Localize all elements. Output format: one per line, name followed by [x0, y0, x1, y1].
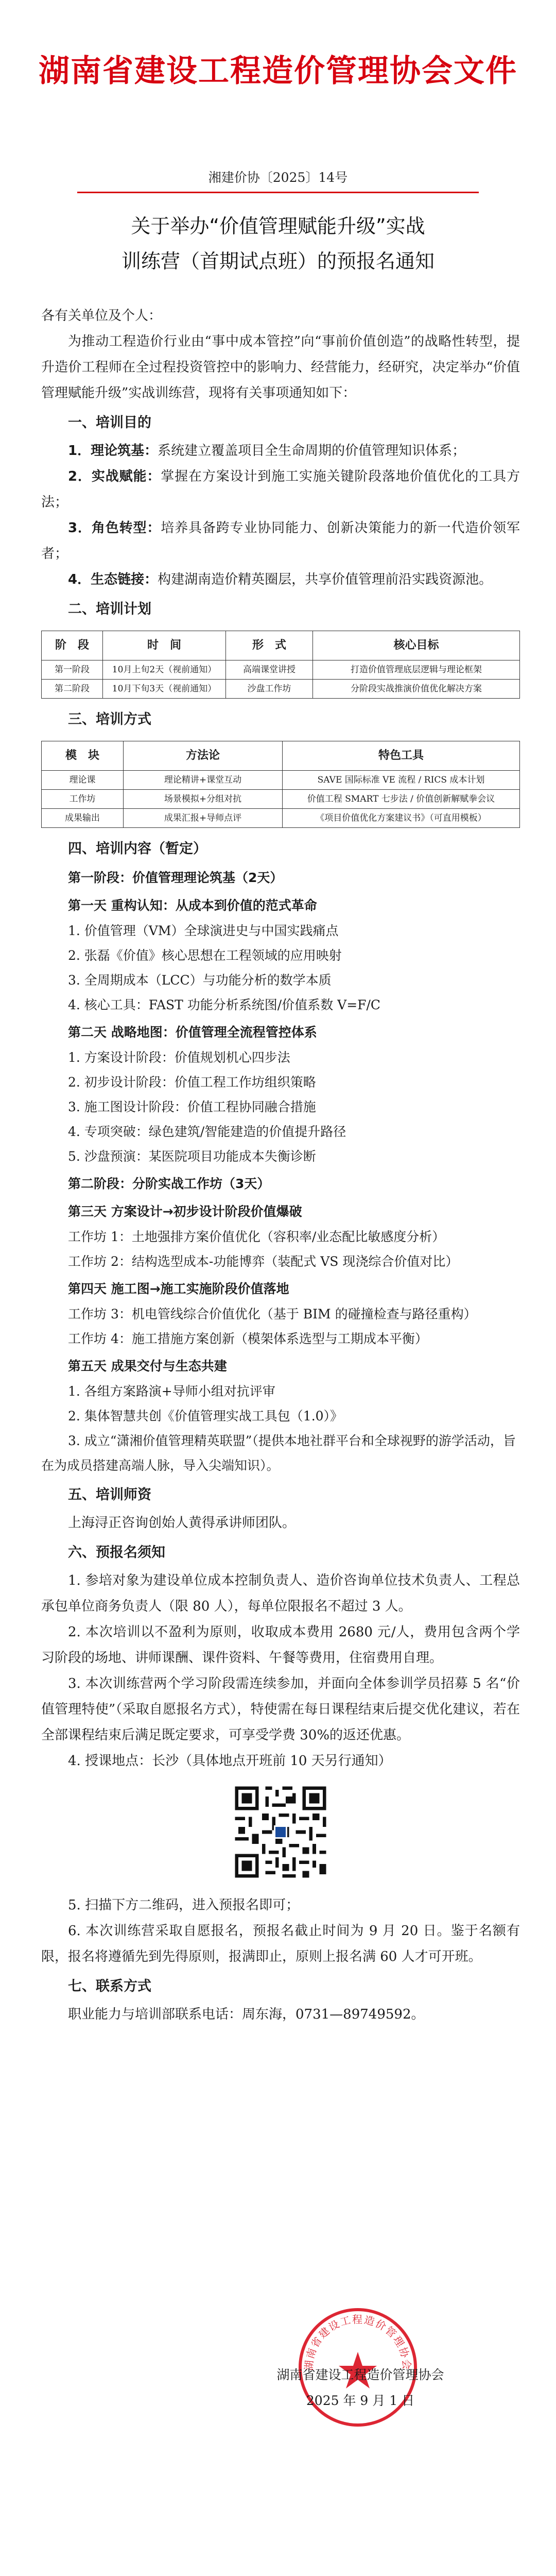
goal-label: 1．理论筑基：	[68, 443, 158, 459]
table-cell: 第二阶段	[42, 680, 103, 699]
signature-block	[242, 2362, 479, 2414]
training-plan-table	[41, 631, 520, 699]
table-cell: 场景模拟+分组对抗	[124, 790, 283, 809]
document-number: 湘建价协〔2025〕14号	[208, 170, 348, 185]
table-cell: SAVE 国际标准 VE 流程 / RICS 成本计划	[283, 771, 520, 790]
table-cell: 高端课堂讲授	[226, 660, 313, 680]
notice-title	[72, 209, 484, 279]
goal-label: 4．生态链接：	[68, 572, 158, 587]
table-header-cell: 特色工具	[283, 741, 520, 771]
goal-label: 3．角色转型：	[68, 520, 161, 536]
list-item: 3. 施工图设计阶段：价值工程协同融合措施	[68, 1099, 316, 1114]
table-cell: 价值工程 SMART 七步法 / 价值创新解赋拳会议	[283, 790, 520, 809]
table-header-cell: 时 间	[103, 631, 226, 660]
list-item: 3. 全周期成本（LCC）与功能分析的数学本质	[68, 973, 332, 988]
day-title: 第四天 施工图→施工实施阶段价值落地	[68, 1281, 289, 1296]
notice-paragraph: 6. 本次训练营采取自愿报名，预报名截止时间为 9 月 20 日。鉴于名额有限，报名将遵循先到先得原则，报满即止，原则上报名满 60 人才可开班。	[41, 1923, 520, 1964]
table-cell: 10月下旬3天（视前通知）	[103, 680, 226, 699]
list-item: 4. 专项突破：绿色建筑/智能建造的价值提升路径	[68, 1124, 346, 1139]
training-method-table	[41, 741, 520, 828]
signature-date: 2025 年 9 月 1 日	[306, 2393, 415, 2408]
section-heading: 七、联系方式	[68, 1978, 151, 1994]
svg-text:湖南省建设工程造价管理协会: 湖南省建设工程造价管理协会	[302, 2313, 413, 2371]
section-heading: 四、培训内容（暂定）	[68, 841, 207, 857]
table-row	[42, 660, 520, 680]
section-heading: 六、预报名须知	[68, 1545, 165, 1561]
notice-paragraph: 3. 本次训练营两个学习阶段需连续参加，并面向全体参训学员招募 5 名“价值管理特使”（采取自愿报名方式），特使需在每日课程结束后提交优化建议，若在全部课程结束后满足既定要求，可享受学费 30%的返还优惠。	[41, 1676, 520, 1743]
notice-title-line: 训练营（首期试点班）的预报名通知	[121, 250, 435, 273]
goal-text: 掌握在方案设计到施工实施关键阶段落地价值优化的工具方法；	[41, 469, 520, 510]
goal-label: 2．实战赋能：	[68, 469, 161, 484]
contact-text: 职业能力与培训部联系电话：周东海，0731—89749592。	[68, 2007, 425, 2022]
table-header-cell: 阶 段	[42, 631, 103, 660]
section-heading: 二、培训计划	[68, 601, 151, 617]
table-cell: 理论精讲+课堂互动	[124, 771, 283, 790]
table-cell: 打造价值管理底层逻辑与理论框架	[313, 660, 520, 680]
section-heading: 五、培训师资	[68, 1487, 151, 1503]
list-item: 2. 初步设计阶段：价值工程工作坊组织策略	[68, 1075, 316, 1090]
stage-title: 第一阶段：价值管理理论筑基（2天）	[68, 870, 283, 885]
day-title: 第二天 战略地图：价值管理全流程管控体系	[68, 1025, 317, 1040]
table-row	[42, 790, 520, 809]
day-title: 第一天 重构认知：从成本到价值的范式革命	[68, 898, 317, 913]
goal-item	[41, 515, 520, 567]
trainer-text: 上海浔正咨询创始人黄得承讲师团队。	[68, 1515, 296, 1531]
list-item: 1. 价值管理（VM）全球演进史与中国实践痛点	[68, 923, 339, 938]
table-header-row	[42, 631, 520, 660]
table-cell: 沙盘工作坊	[226, 680, 313, 699]
notice-title-line: 关于举办“价值管理赋能升级”实战	[131, 215, 425, 238]
notice-paragraph: 5. 扫描下方二维码，进入预报名即可；	[68, 1897, 300, 1913]
section-heading: 一、培训目的	[68, 415, 151, 431]
section-heading: 三、培训方式	[68, 711, 151, 727]
table-cell: 理论课	[42, 771, 124, 790]
notice-paragraph: 2. 本次培训以不盈利为原则，收取成本费用 2680 元/人，费用包含两个学习阶段的场地、讲师课酬、课件资料、午餐等费用，住宿费用自理。	[41, 1624, 520, 1666]
list-item: 工作坊 2：结构选型成本-功能博弈（装配式 VS 现浇综合价值对比）	[68, 1254, 459, 1269]
masthead-title: 湖南省建设工程造价管理协会文件	[39, 53, 517, 89]
notice-paragraph: 1. 参培对象为建设单位成本控制负责人、造价咨询单位技术负责人、工程总承包单位商务负责人（限 80 人），每单位限报名不超过 3 人。	[41, 1573, 520, 1614]
list-item: 2. 集体智慧共创《价值管理实战工具包（1.0）》	[68, 1409, 343, 1423]
goal-text: 培养具备跨专业协同能力、创新决策能力的新一代造价领军者；	[41, 520, 520, 562]
table-cell: 第一阶段	[42, 660, 103, 680]
table-row	[42, 809, 520, 828]
intro-paragraph: 为推动工程造价行业由“事中成本管控”向“事前价值创造”的战略性转型，提升造价工程师在全过程投资管控中的影响力、经营能力，经研究，决定举办“价值管理赋能升级”实战训练营，现将有关事项通知如下：	[41, 334, 520, 401]
list-item: 工作坊 3：机电管线综合价值优化（基于 BIM 的碰撞检查与路径重构）	[68, 1307, 477, 1321]
list-item: 3. 成立“潇湘价值管理精英联盟”（提供本地社群平台和全球视野的游学活动，旨在为成员搭建高端人脉，导入尖端知识）。	[41, 1433, 516, 1473]
signature-org: 湖南省建设工程造价管理协会	[276, 2367, 444, 2382]
day-title: 第五天 成果交付与生态共建	[68, 1359, 227, 1374]
list-item: 工作坊 1：土地强排方案价值优化（容积率/业态配比敏感度分析）	[68, 1229, 445, 1244]
list-item: 工作坊 4：施工措施方案创新（模架体系选型与工期成本平衡）	[68, 1331, 428, 1346]
goal-text: 系统建立覆盖项目全生命周期的价值管理知识体系；	[158, 443, 466, 459]
table-row	[42, 680, 520, 699]
table-header-cell: 核心目标	[313, 631, 520, 660]
day-title: 第三天 方案设计→初步设计阶段价值爆破	[68, 1204, 302, 1219]
notice-paragraph: 4. 授课地点：长沙（具体地点开班前 10 天另行通知）	[68, 1753, 392, 1769]
registration-qr-code[interactable]	[232, 1783, 329, 1881]
list-item: 1. 各组方案路演+导师小组对抗评审	[68, 1384, 275, 1399]
document-body	[41, 303, 520, 2027]
goal-text: 构建湖南造价精英圈层，共享价值管理前沿实践资源池。	[158, 572, 493, 587]
list-item: 2. 张磊《价值》核心思想在工程领域的应用映射	[68, 948, 342, 963]
salutation: 各有关单位及个人：	[41, 308, 162, 324]
table-cell: 分阶段实战推演价值优化解决方案	[313, 680, 520, 699]
goal-item	[41, 567, 520, 592]
table-cell: 10月上旬2天（视前通知）	[103, 660, 226, 680]
table-header-row	[42, 741, 520, 771]
red-divider-line	[77, 192, 479, 193]
stage-title: 第二阶段：分阶实战工作坊（3天）	[68, 1176, 270, 1191]
table-cell: 《项目价值优化方案建议书》（可直用模板）	[283, 809, 520, 828]
list-item: 1. 方案设计阶段：价值规划机心四步法	[68, 1050, 290, 1065]
list-item: 4. 核心工具：FAST 功能分析系统图/价值系数 V=F/C	[68, 997, 381, 1012]
table-header-cell: 形 式	[226, 631, 313, 660]
table-header-cell: 模 块	[42, 741, 124, 771]
goal-item	[41, 438, 520, 464]
table-cell: 成果输出	[42, 809, 124, 828]
table-header-cell: 方法论	[124, 741, 283, 771]
table-cell: 工作坊	[42, 790, 124, 809]
list-item: 5. 沙盘预演：某医院项目功能成本失衡诊断	[68, 1149, 316, 1164]
goal-item	[41, 464, 520, 515]
table-row	[42, 771, 520, 790]
table-cell: 成果汇报+导师点评	[124, 809, 283, 828]
